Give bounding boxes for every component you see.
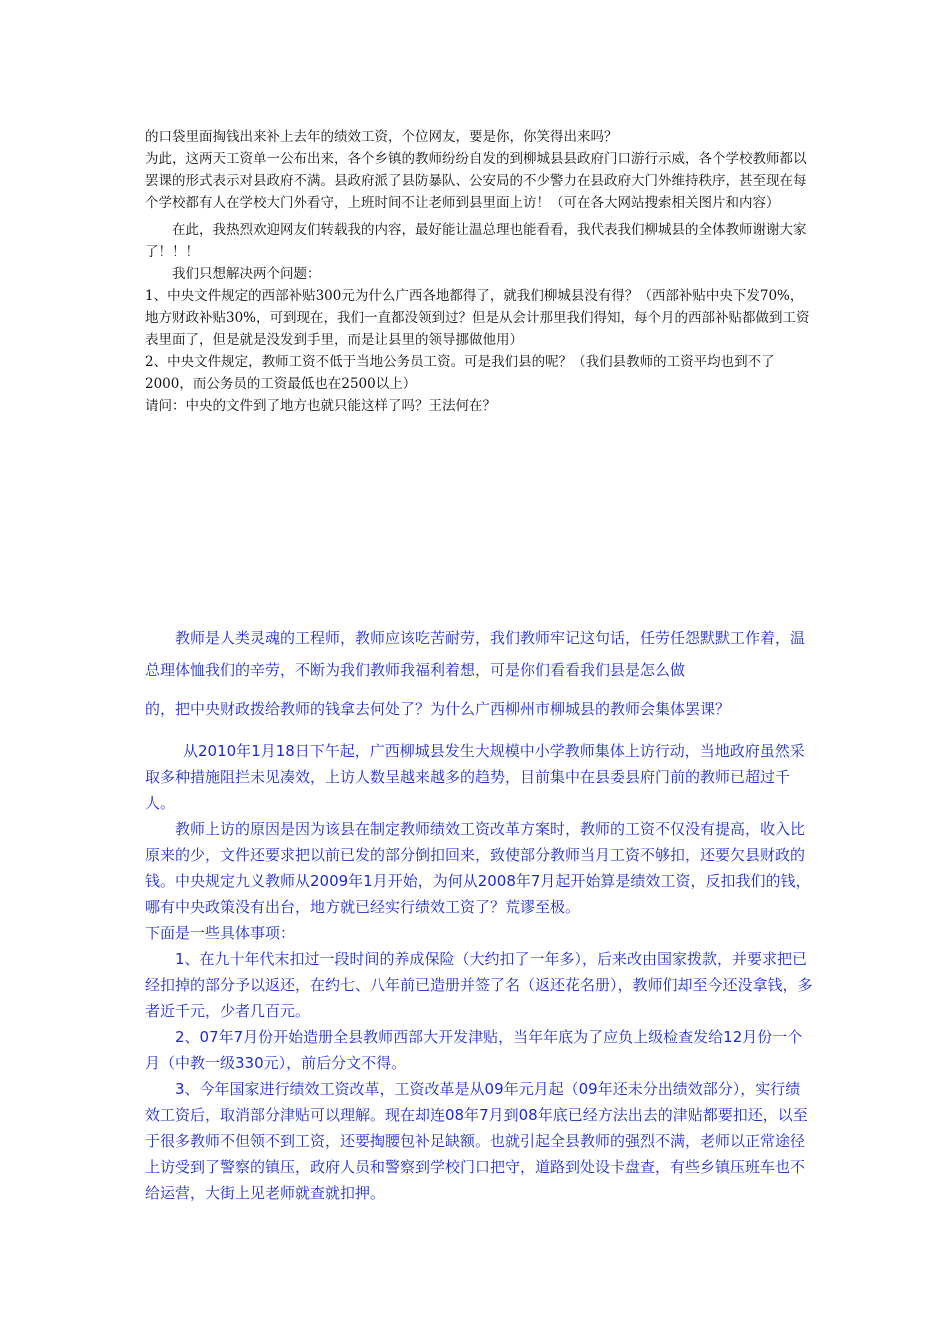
items-heading: 下面是一些具体事项：	[145, 924, 296, 942]
intro-paragraph: 的，把中央财政拨给教师的钱拿去何处了？为什么广西柳州市柳城县的教师会集体罢课？	[145, 700, 731, 718]
news-paragraph: 教师上访的原因是因为该县在制定教师绩效工资改革方案时，教师的工资不仅没有提高，收入比原来的少，文件还要求把以前已发的部分倒扣回来，致使部分教师当月工资不够扣，还要欠县财政的钱。中央规定九义教师从2009年1月开始，为何从2008年7月起开始算是绩效工资，反扣我们的钱，哪有中央政策没有出台，地方就已经实行绩效工资了？荒谬至极。	[145, 820, 811, 916]
paragraph: 在此，我热烈欢迎网友们转载我的内容，最好能让温总理也能看看，我代表我们柳城县的全体教师谢谢大家了！！！	[145, 222, 807, 260]
paragraph: 请问：中央的文件到了地方也就只能这样了吗？王法何在？	[145, 398, 496, 414]
list-item: 1、中央文件规定的西部补贴300元为什么广西各地都得了，就我们柳城县没有得？（西部补贴中央下发70%，地方财政补贴30%，可到现在，我们一直都没领到过？但是从会计那里我们得知，每个月的西部补贴都做到工资表里面了，但是就是没发到手里，而是让县里的领导挪做他用）	[145, 288, 810, 348]
top-text-section	[145, 126, 813, 417]
list-item: 3、今年国家进行绩效工资改革，工资改革是从09年元月起（09年还未分出绩效部分），实行绩效工资后，取消部分津贴可以理解。现在却连08年7月到08年底已经方法出去的津贴都要扣还，以至于很多教师不但领不到工资，还要掏腰包补足缺额。也就引起全县教师的强烈不满，老师以正常途径上访受到了警察的镇压，政府人员和警察到学校门口把守，道路到处设卡盘查，有些乡镇压班车也不给运营，大街上见老师就查就扣押。	[145, 1080, 808, 1202]
list-item: 2、07年7月份开始造册全县教师西部大开发津贴，当年年底为了应负上级检查发给12月份一个月（中教一级330元），前后分文不得。	[145, 1028, 803, 1072]
list-item: 2、中央文件规定，教师工资不低于当地公务员工资。可是我们县的呢？（我们县教师的工资平均也到不了2000，而公务员的工资最低也在2500以上）	[145, 354, 775, 392]
paragraph: 我们只想解决两个问题：	[172, 266, 321, 282]
intro-paragraph: 教师是人类灵魂的工程师，教师应该吃苦耐劳，我们教师牢记这句话，任劳任怨默默工作着，温总理体恤我们的辛劳，不断为我们教师我福利着想，可是你们看看我们县是怎么做	[145, 629, 806, 679]
paragraph: 的口袋里面掏钱出来补上去年的绩效工资，个位网友，要是你，你笑得出来吗？	[145, 129, 618, 145]
intro-section	[145, 622, 813, 727]
paragraph: 为此，这两天工资单一公布出来，各个乡镇的教师纷纷自发的到柳城县县政府门口游行示威，各个学校教师都以罢课的形式表示对县政府不满。县政府派了县防暴队、公安局的不少警力在县政府大门外维持秩序，甚至现在每个学校都有人在学校大门外看守，上班时间不让老师到县里面上访！（可在各大网站搜索相关图片和内容）	[145, 151, 807, 211]
news-paragraph: 从2010年1月18日下午起，广西柳城县发生大规模中小学教师集体上访行动，当地政府虽然采取多种措施阻拦未见凑效，上访人数呈越来越多的趋势，目前集中在县委县府门前的教师已超过千人。	[145, 742, 805, 812]
news-section	[145, 738, 813, 1206]
list-item: 1、在九十年代末扣过一段时间的养成保险（大约扣了一年多），后来改由国家拨款，并要求把已经扣掉的部分予以返还，在约七、八年前已造册并签了名（返还花名册），教师们却至今还没拿钱，多者近千元，少者几百元。	[145, 950, 813, 1020]
